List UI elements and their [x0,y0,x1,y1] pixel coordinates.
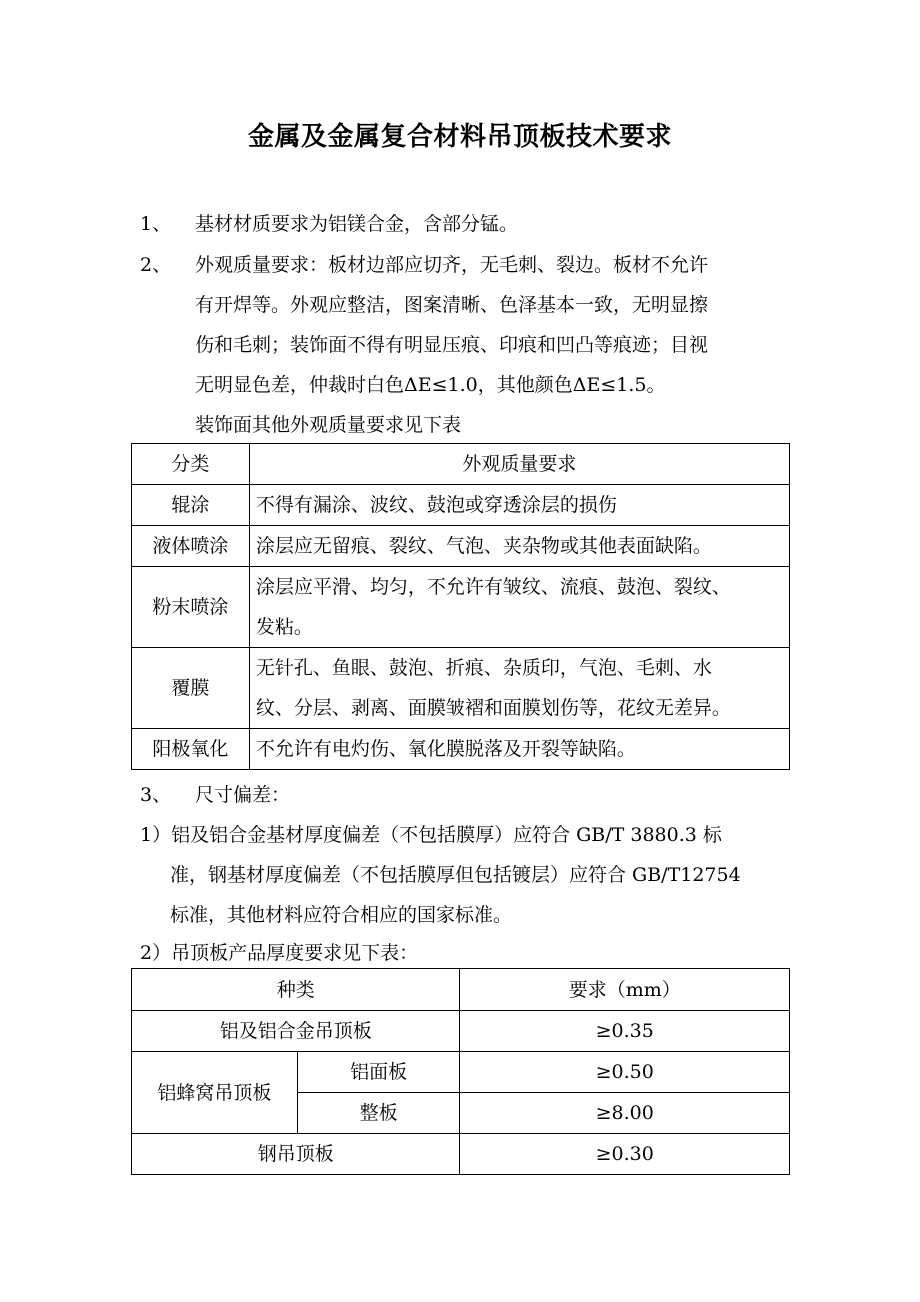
item-text-3: 尺寸偏差： [195,784,291,806]
table-row [132,485,790,526]
cell-subkind: 铝面板 [297,1052,460,1093]
cell-requirement [249,567,789,648]
header-kind: 种类 [132,969,460,1011]
item-text-2-line-3: 伤和毛刺；装饰面不得有明显压痕、印痕和凹凸等痕迹；目视 [195,334,709,356]
header-requirement-mm: 要求（mm） [460,969,790,1011]
item-number-3: 3、 [140,784,172,806]
table-header-row [132,444,790,485]
table-row [132,526,790,567]
cell-requirement: 涂层应无留痕、裂纹、气泡、夹杂物或其他表面缺陷。 [249,526,789,567]
item-text-1: 基材材质要求为铝镁合金，含部分锰。 [195,213,519,235]
item-text-2-line-2: 有开焊等。外观应整洁，图案清晰、色泽基本一致，无明显擦 [195,294,709,316]
cell-requirement-line: 无针孔、鱼眼、鼓泡、折痕、杂质印，气泡、毛刺、水 [255,657,712,679]
cell-category: 液体喷涂 [132,526,250,567]
cell-requirement: ≥0.35 [460,1011,790,1052]
cell-requirement: ≥0.50 [460,1052,790,1093]
header-category: 分类 [132,444,250,485]
item-number-1: 1、 [140,213,172,235]
table-row [132,1052,790,1093]
table-row [132,567,790,648]
cell-category: 辊涂 [132,485,250,526]
thickness-requirement-table [131,968,790,1175]
cell-requirement-line: 涂层应平滑、均匀，不允许有皱纹、流痕、鼓泡、裂纹、 [255,576,731,598]
table-header-row [132,969,790,1011]
item-text-2-line-1: 外观质量要求：板材边部应切齐，无毛刺、裂边。板材不允许 [195,254,709,276]
table-row [132,648,790,729]
appearance-quality-table [131,443,790,770]
page-title: 金属及金属复合材料吊顶板技术要求 [247,122,672,152]
cell-requirement [249,648,789,729]
cell-requirement: ≥8.00 [460,1093,790,1134]
cell-category: 粉末喷涂 [132,567,250,648]
subitem-1-line-1: 1）铝及铝合金基材厚度偏差（不包括膜厚）应符合 GB/T 3880.3 标 [140,824,722,846]
table-row [132,1011,790,1052]
cell-requirement-line: 发粘。 [255,616,313,638]
item-text-2-line-4: 无明显色差，仲裁时白色ΔE≤1.0，其他颜色ΔE≤1.5。 [195,374,666,396]
cell-subkind: 整板 [297,1093,460,1134]
header-requirement: 外观质量要求 [249,444,789,485]
cell-kind: 钢吊顶板 [132,1134,460,1175]
table-caption-1: 装饰面其他外观质量要求见下表 [195,414,462,436]
item-number-2: 2、 [140,254,172,276]
cell-kind: 铝及铝合金吊顶板 [132,1011,460,1052]
table-row [132,1134,790,1175]
cell-requirement-line: 纹、分层、剥离、面膜皱褶和面膜划伤等，花纹无差异。 [255,697,731,719]
subitem-2: 2）吊顶板产品厚度要求见下表： [140,942,419,964]
cell-requirement: 不允许有电灼伤、氧化膜脱落及开裂等缺陷。 [249,729,789,770]
subitem-1-line-3: 标准，其他材料应符合相应的国家标准。 [170,904,513,926]
table-row [132,729,790,770]
cell-category: 阳极氧化 [132,729,250,770]
cell-category: 覆膜 [132,648,250,729]
cell-requirement: ≥0.30 [460,1134,790,1175]
cell-requirement: 不得有漏涂、波纹、鼓泡或穿透涂层的损伤 [249,485,789,526]
cell-group: 铝蜂窝吊顶板 [132,1052,298,1134]
subitem-1-line-2: 准，钢基材厚度偏差（不包括膜厚但包括镀层）应符合 GB/T12754 [170,864,741,886]
